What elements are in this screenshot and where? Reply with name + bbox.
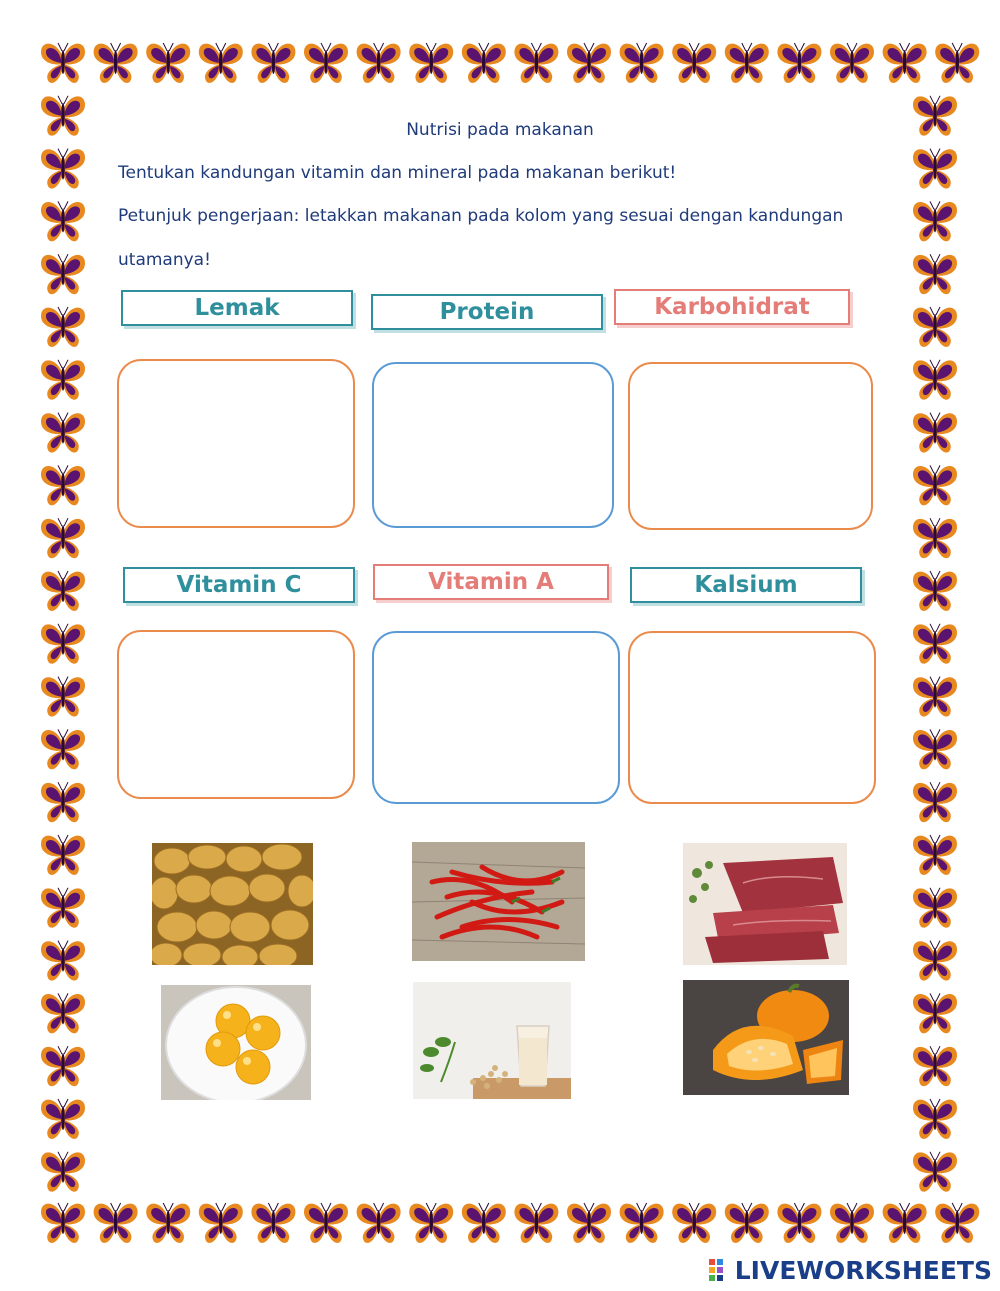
drop-zone-kalsium[interactable] (628, 631, 876, 804)
butterfly-icon (913, 729, 957, 769)
butterfly-icon (41, 201, 85, 241)
butterfly-icon (913, 307, 957, 347)
liveworksheets-logo-icon (708, 1258, 732, 1282)
butterfly-icon (41, 624, 85, 664)
butterfly-icon (41, 254, 85, 294)
butterfly-icon (883, 43, 927, 83)
butterfly-icon (41, 677, 85, 717)
butterfly-icon (777, 43, 821, 83)
butterfly-icon (913, 254, 957, 294)
butterfly-icon (304, 43, 348, 83)
butterfly-icon (41, 43, 85, 83)
butterfly-icon (357, 43, 401, 83)
butterfly-icon (913, 149, 957, 189)
butterfly-icon (41, 571, 85, 611)
hint-line-2: utamanya! (118, 250, 211, 270)
butterfly-icon (41, 782, 85, 822)
instruction-text: Tentukan kandungan vitamin dan mineral pada makanan berikut! (118, 163, 677, 183)
butterfly-icon (41, 465, 85, 505)
butterfly-icon (199, 1203, 243, 1243)
butterfly-icon (913, 993, 957, 1033)
butterfly-icon (304, 1203, 348, 1243)
butterfly-icon (725, 43, 769, 83)
butterfly-icon (41, 413, 85, 453)
butterfly-icon (41, 518, 85, 558)
butterfly-icon (913, 465, 957, 505)
food-raw-beef[interactable] (683, 843, 847, 965)
butterfly-icon (725, 1203, 769, 1243)
drop-zone-protein[interactable] (372, 362, 614, 528)
butterfly-icon (41, 941, 85, 981)
label-protein: Protein (371, 294, 603, 330)
butterfly-icon (41, 360, 85, 400)
butterfly-icon (913, 677, 957, 717)
butterfly-icon (913, 835, 957, 875)
butterfly-icon (41, 993, 85, 1033)
food-pumpkin[interactable] (683, 980, 849, 1095)
food-potatoes[interactable] (152, 843, 313, 965)
butterfly-icon (913, 1046, 957, 1086)
butterfly-icon (462, 43, 506, 83)
label-lemak: Lemak (121, 290, 353, 326)
butterfly-icon (41, 729, 85, 769)
butterfly-icon (830, 43, 874, 83)
butterfly-icon (41, 1203, 85, 1243)
hint-line-1: Petunjuk pengerjaan: letakkan makanan pada kolom yang sesuai dengan kandungan (118, 206, 844, 226)
drop-zone-vitamin-a[interactable] (372, 631, 620, 804)
butterfly-icon (913, 201, 957, 241)
label-karbohidrat: Karbohidrat (614, 289, 850, 325)
butterfly-icon (913, 782, 957, 822)
butterfly-icon (41, 1046, 85, 1086)
label-vitamin-a: Vitamin A (373, 564, 609, 600)
butterfly-icon (41, 835, 85, 875)
butterfly-icon (41, 1099, 85, 1139)
butterfly-icon (913, 518, 957, 558)
food-red-chilies[interactable] (412, 842, 585, 961)
butterfly-icon (462, 1203, 506, 1243)
butterfly-icon (935, 1203, 979, 1243)
butterfly-icon (913, 360, 957, 400)
butterfly-icon (830, 1203, 874, 1243)
butterfly-icon (514, 1203, 558, 1243)
butterfly-icon (251, 1203, 295, 1243)
drop-zone-karbohidrat[interactable] (628, 362, 873, 530)
butterfly-icon (146, 1203, 190, 1243)
butterfly-icon (935, 43, 979, 83)
butterfly-icon (409, 1203, 453, 1243)
butterfly-icon (913, 941, 957, 981)
food-soy-milk[interactable] (413, 982, 571, 1099)
drop-zone-lemak[interactable] (117, 359, 355, 528)
butterfly-icon (567, 1203, 611, 1243)
butterfly-icon (883, 1203, 927, 1243)
butterfly-icon (94, 1203, 138, 1243)
butterfly-icon (672, 1203, 716, 1243)
butterfly-icon (409, 43, 453, 83)
butterfly-icon (777, 1203, 821, 1243)
food-egg-yolks[interactable] (161, 985, 311, 1100)
butterfly-icon (672, 43, 716, 83)
butterfly-icon (41, 1152, 85, 1192)
butterfly-icon (620, 1203, 664, 1243)
liveworksheets-brand (708, 1255, 992, 1285)
butterfly-icon (913, 1099, 957, 1139)
label-vitamin-c: Vitamin C (123, 567, 355, 603)
butterfly-icon (913, 624, 957, 664)
butterfly-icon (199, 43, 243, 83)
butterfly-icon (567, 43, 611, 83)
butterfly-icon (146, 43, 190, 83)
brand-name: LIVEWORKSHEETS (734, 1255, 992, 1285)
butterfly-icon (913, 1152, 957, 1192)
butterfly-icon (514, 43, 558, 83)
worksheet-title: Nutrisi pada makanan (406, 120, 594, 140)
butterfly-icon (913, 413, 957, 453)
butterfly-icon (913, 571, 957, 611)
butterfly-icon (620, 43, 664, 83)
butterfly-icon (357, 1203, 401, 1243)
butterfly-icon (94, 43, 138, 83)
label-kalsium: Kalsium (630, 567, 862, 603)
butterfly-icon (41, 149, 85, 189)
butterfly-icon (41, 888, 85, 928)
butterfly-icon (913, 888, 957, 928)
drop-zone-vitamin-c[interactable] (117, 630, 355, 799)
butterfly-icon (251, 43, 295, 83)
butterfly-icon (41, 307, 85, 347)
